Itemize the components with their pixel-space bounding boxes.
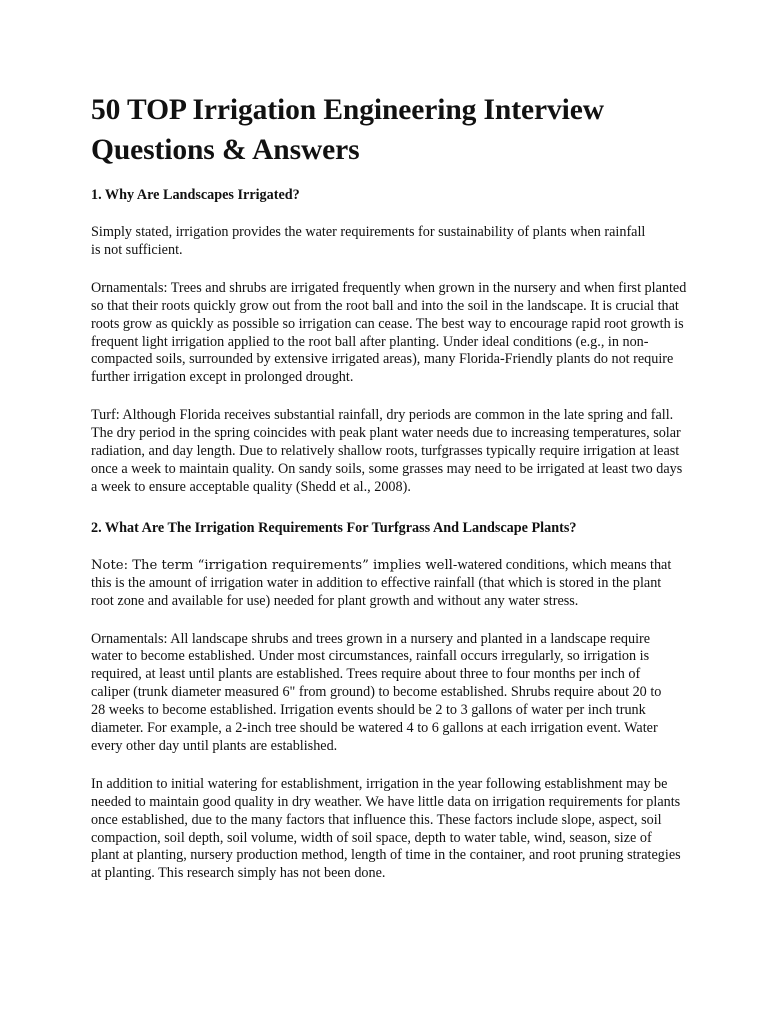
document-page <box>91 90 691 883</box>
section-1-paragraph-2: Ornamentals: Trees and shrubs are irrigated frequently when grown in the nursery and when first planted so that their roots quickly grow out from the root ball and into the soil in the landscape. It is crucial that roots grow as quickly as possible so irrigation can cease. The best way to encourage rapid root growth is frequent light irrigation applied to the root ball after planting. Under ideal conditions (e.g., in non-compacted soils, surrounded by extensive irrigated areas), many Florida-Friendly plants do not require further irrigation except in prolonged drought. <box>91 279 687 386</box>
section-1-heading: 1. Why Are Landscapes Irrigated? <box>91 187 300 203</box>
section-2-paragraph-1: Ornamentals: All landscape shrubs and trees grown in a nursery and planted in a landscape require water to become established. Under most circumstances, rainfall occurs irregularly, so irrigation is required, at least until plants are established. Trees require about three to four months per inch of caliper (trunk diameter measured 6" from ground) to become established. Shrubs require about 20 to 28 weeks to become established. Irrigation events should be 2 to 3 gallons of water per inch trunk diameter. For example, a 2-inch tree should be watered 4 to 6 gallons at each irrigation event. Water every other day until plants are established. <box>91 630 662 754</box>
note-label: Note: The term “irrigation requirements” implies well- <box>91 557 458 573</box>
section-1-paragraph-3: Turf: Although Florida receives substantial rainfall, dry periods are common in the late spring and fall. The dry period in the spring coincides with peak plant water needs due to increasing temperatures, solar radiation, and day length. Due to relatively shallow roots, turfgrasses typically require irrigation at least once a week to maintain quality. On sandy soils, some grasses may need to be irrigated at least two days a week to ensure acceptable quality (Shedd et al., 2008). <box>91 407 683 495</box>
section-2-note <box>91 557 687 611</box>
note-text: watered conditions, which means that this is the amount of irrigation water in addition to effective rainfall (that which is stored in the plant root zone and available for use) needed for plant growth and without any water stress. <box>91 556 672 609</box>
section-2-heading: 2. What Are The Irrigation Requirements For Turfgrass And Landscape Plants? <box>91 519 577 536</box>
section-2-paragraph-2: In addition to initial watering for establishment, irrigation in the year following establishment may be needed to maintain good quality in dry weather. We have little data on irrigation requirements for plants once established, due to the many factors that influence this. These factors include slope, aspect, soil compaction, soil depth, soil volume, width of soil space, depth to water table, wind, season, size of plant at planting, nursery production method, length of time in the container, and root pruning strategies at planting. This research simply has not been done. <box>91 775 681 882</box>
section-1-paragraph-1: Simply stated, irrigation provides the water requirements for sustainability of plants when rainfall is not sufficient. <box>91 224 646 258</box>
page-title: 50 TOP Irrigation Engineering Interview Questions & Answers <box>91 94 604 166</box>
